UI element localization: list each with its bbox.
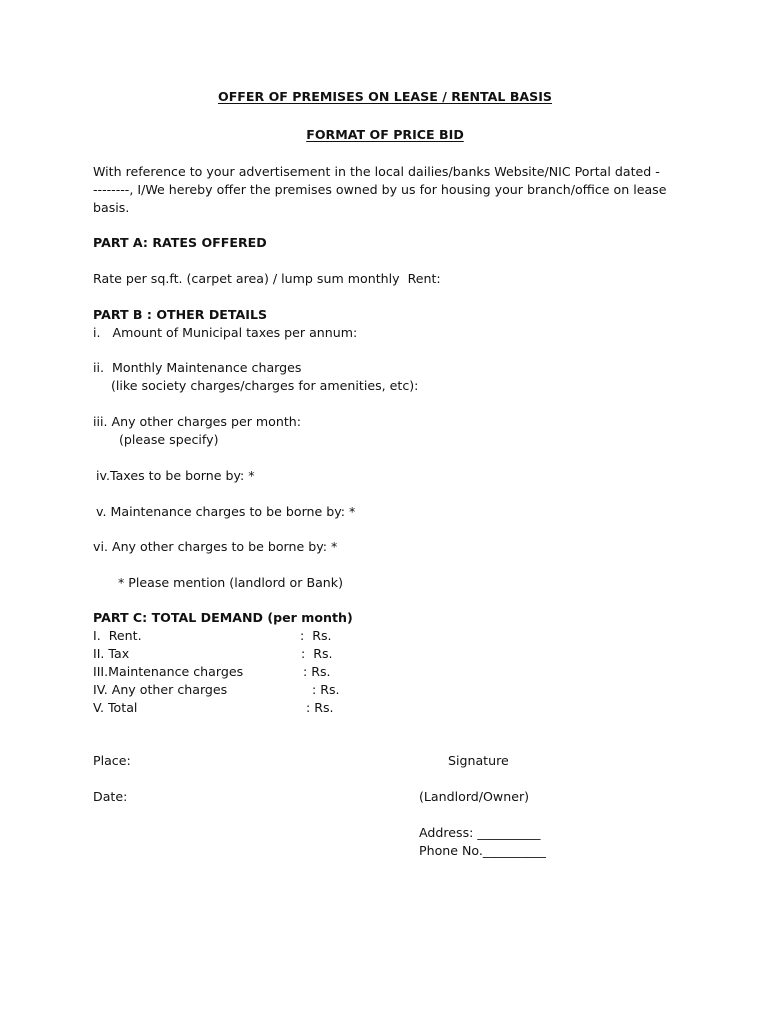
part-a-rate: Rate per sq.ft. (carpet area) / lump sum monthly Rent: (93, 271, 441, 286)
part-b-item-iv: iv.Taxes to be borne by: * (96, 468, 255, 483)
address-field: Address: __________ (419, 825, 541, 840)
date-label: Date: (93, 789, 128, 804)
document-title: OFFER OF PREMISES ON LEASE / RENTAL BASIS (218, 89, 552, 104)
part-b-item-iii-detail: (please specify) (119, 432, 219, 447)
signature-label: Signature (448, 753, 509, 768)
part-c-value: : Rs. (300, 628, 332, 643)
part-c-heading: PART C: TOTAL DEMAND (per month) (93, 610, 353, 625)
part-a-heading: PART A: RATES OFFERED (93, 235, 267, 250)
part-c-value: : Rs. (301, 646, 333, 661)
phone-field: Phone No.__________ (419, 843, 546, 858)
part-b-item-vi: vi. Any other charges to be borne by: * (93, 539, 338, 554)
intro-line-1: With reference to your advertisement in the local dailies/banks Website/NIC Portal dated - (93, 164, 660, 179)
part-c-label: IV. Any other charges (93, 682, 228, 697)
part-c-value: : Rs. (306, 700, 334, 715)
intro-line-3: basis. (93, 200, 130, 215)
part-c-label: I. Rent. (93, 628, 142, 643)
part-c-label: III.Maintenance charges (93, 664, 244, 679)
place-label: Place: (93, 753, 131, 768)
intro-line-2: --------, I/We hereby offer the premises owned by us for housing your branch/office on lease (93, 182, 667, 197)
part-c-value: : Rs. (303, 664, 331, 679)
part-c-value: : Rs. (312, 682, 340, 697)
part-b-item-iii: iii. Any other charges per month: (93, 414, 302, 429)
part-c-label: V. Total (93, 700, 138, 715)
part-b-item-ii: ii. Monthly Maintenance charges (93, 360, 302, 375)
part-b-item-v: v. Maintenance charges to be borne by: * (96, 504, 356, 519)
landlord-label: (Landlord/Owner) (419, 789, 530, 804)
document-subtitle: FORMAT OF PRICE BID (306, 127, 464, 142)
part-b-note: * Please mention (landlord or Bank) (118, 575, 343, 590)
part-b-item-ii-detail: (like society charges/charges for amenities, etc): (111, 378, 419, 393)
part-c-label: II. Tax (93, 646, 130, 661)
part-b-heading: PART B : OTHER DETAILS (93, 307, 268, 322)
part-b-item-i: i. Amount of Municipal taxes per annum: (93, 325, 358, 340)
